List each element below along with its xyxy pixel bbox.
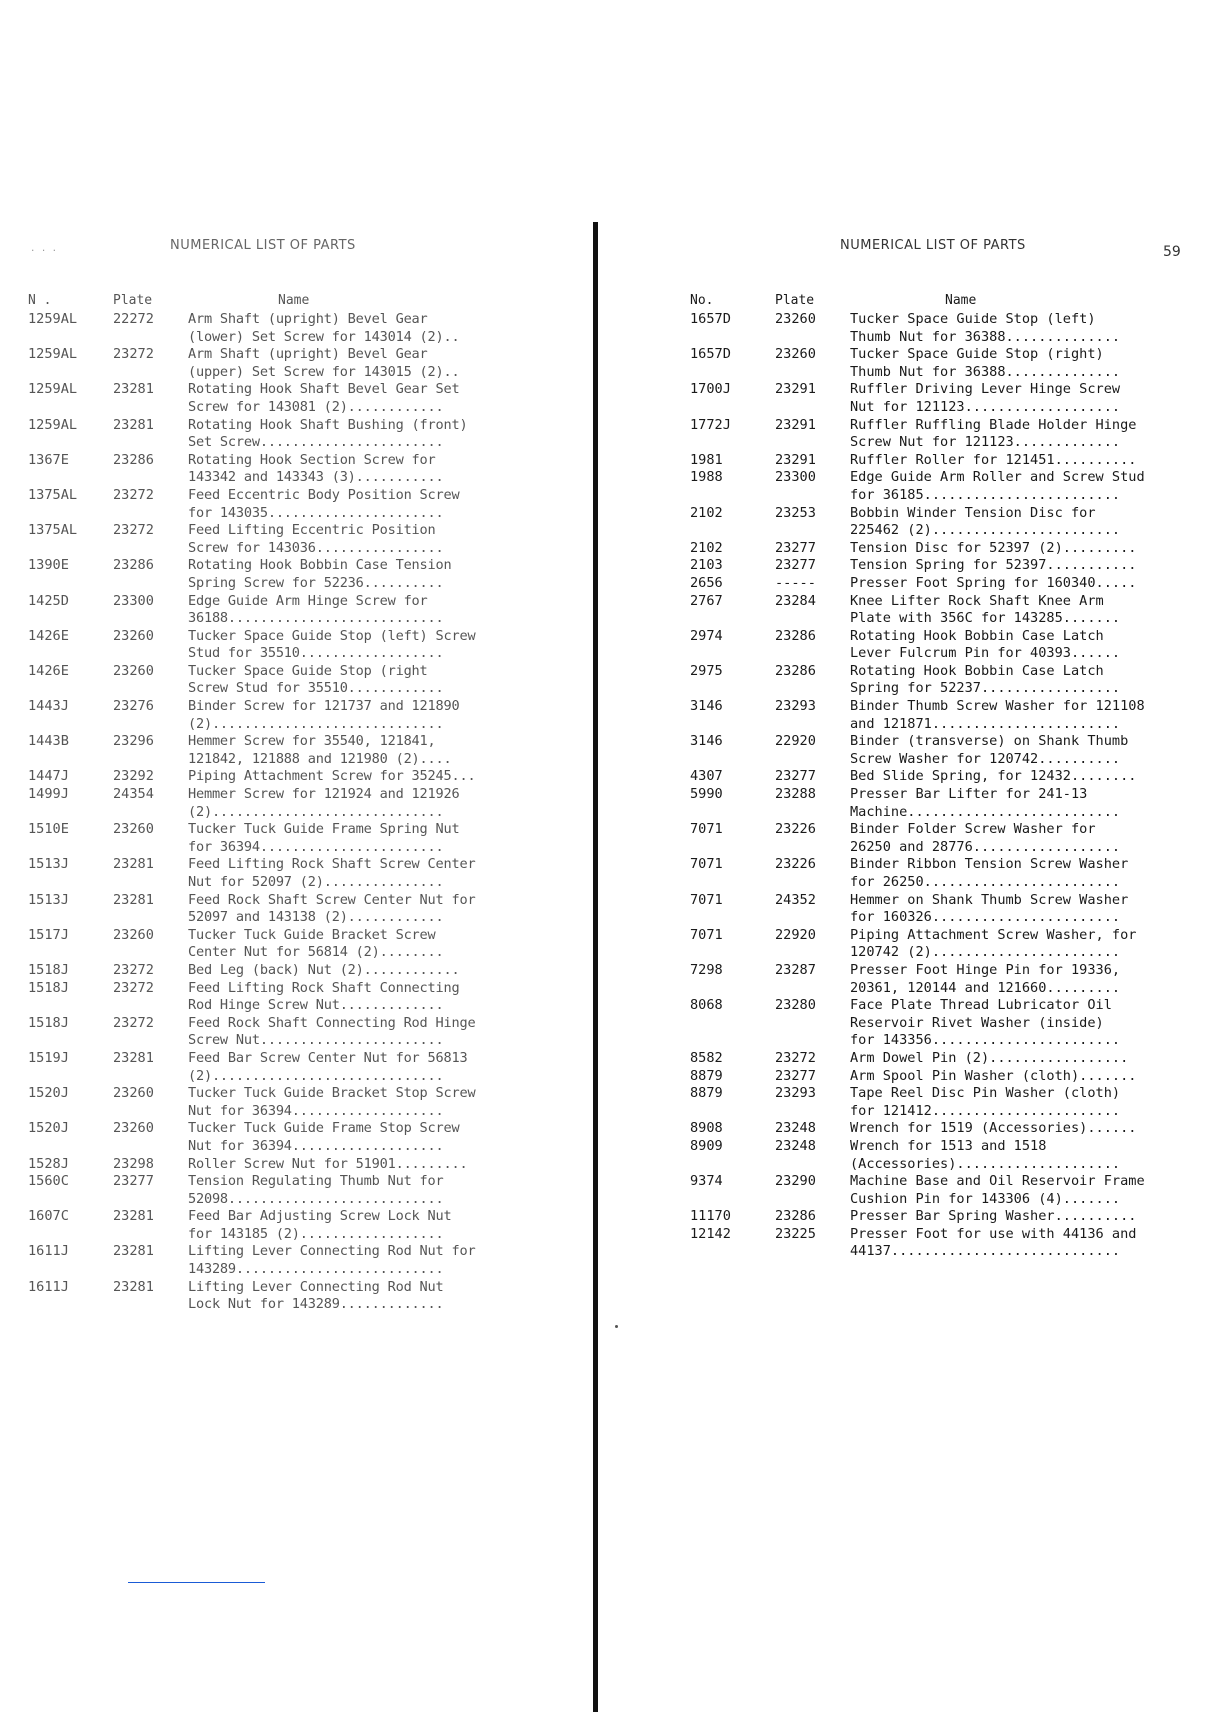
part-name: Lifting Lever Connecting Rod Nut Lock Nut for 143289.............: [188, 1278, 444, 1313]
part-number: 1518J: [28, 979, 69, 996]
part-name: Machine Base and Oil Reservoir Frame Cushion Pin for 143306 (4).......: [850, 1173, 1145, 1207]
part-name: Arm Shaft (upright) Bevel Gear (upper) Set Screw for 143015 (2)..: [188, 346, 460, 380]
part-entry: [28, 786, 548, 821]
part-name: Tension Spring for 52397...........: [850, 557, 1137, 574]
plate-number: 23260: [113, 821, 154, 838]
part-name: Rotating Hook Bobbin Case Latch Lever Fulcrum Pin for 40393......: [850, 627, 1121, 662]
part-entry: [28, 452, 548, 487]
plate-number: 23272: [775, 1049, 816, 1066]
part-number: 1518J: [28, 1014, 69, 1031]
part-number: 7071: [690, 926, 723, 943]
part-entry: [690, 927, 1210, 962]
part-name: Binder Ribbon Tension Screw Washer for 26250........................: [850, 856, 1129, 890]
plate-number: 23248: [775, 1137, 816, 1154]
part-number: 1367E: [28, 451, 69, 468]
plate-number: 23298: [113, 1155, 154, 1172]
plate-number: 23284: [775, 592, 816, 609]
part-number: 8909: [690, 1137, 723, 1154]
plate-number: 23300: [113, 592, 154, 609]
plate-number: 23272: [113, 486, 154, 503]
plate-number: 22920: [775, 926, 816, 943]
part-number: 2102: [690, 539, 723, 556]
plate-number: 23286: [775, 1208, 816, 1225]
name-column-heading: Name: [278, 293, 310, 308]
plate-number: 23287: [775, 961, 816, 978]
part-number: 1772J: [690, 416, 731, 433]
part-entry: [690, 417, 1210, 452]
part-number: 1259AL: [28, 311, 78, 327]
plate-number: 23281: [113, 856, 154, 873]
part-entry: [690, 381, 1210, 416]
part-name: Arm Dowel Pin (2).................: [850, 1049, 1129, 1066]
part-entry: [690, 856, 1210, 891]
part-number: 7071: [690, 821, 723, 838]
plate-number: 23281: [113, 1243, 154, 1260]
plate-number: 23293: [775, 1085, 816, 1102]
part-name: Feed Lifting Eccentric Position Screw for 143036................: [188, 522, 444, 556]
part-number: 1519J: [28, 1049, 69, 1066]
part-entry: [690, 892, 1210, 927]
part-entry: [28, 821, 548, 856]
part-number: 8068: [690, 997, 723, 1014]
part-number: 1259AL: [28, 346, 78, 363]
name-column-heading: Name: [945, 293, 977, 308]
part-number: 1988: [690, 469, 723, 486]
part-name: Arm Shaft (upright) Bevel Gear (lower) Set Screw for 143014 (2)..: [188, 311, 460, 345]
part-entry: [690, 1226, 1210, 1261]
part-name: Wrench for 1519 (Accessories)......: [850, 1120, 1137, 1137]
plate-number: 23291: [775, 451, 816, 468]
part-entry: [28, 1085, 548, 1120]
part-entry: [28, 381, 548, 416]
part-name: Presser Bar Spring Washer..........: [850, 1208, 1137, 1225]
part-name: Tucker Space Guide Stop (right) Thumb Nut for 36388..............: [850, 346, 1121, 380]
part-number: 1513J: [28, 891, 69, 908]
part-number: 12142: [690, 1225, 731, 1242]
plate-number: 23296: [113, 733, 154, 750]
part-name: Presser Foot for use with 44136 and 44137............................: [850, 1225, 1137, 1260]
right-page-header: NUMERICAL LIST OF PARTS: [840, 238, 1026, 253]
part-entry: [690, 786, 1210, 821]
plate-number: 23260: [775, 311, 816, 327]
part-entry: [690, 1050, 1210, 1068]
part-name: Bed Leg (back) Nut (2)............: [188, 961, 460, 978]
plate-number: 23272: [113, 979, 154, 996]
part-name: Feed Rock Shaft Screw Center Nut for 52097 and 143138 (2)............: [188, 891, 476, 926]
part-name: Tucker Tuck Guide Frame Stop Screw Nut for 36394...................: [188, 1120, 460, 1154]
part-entry: [690, 1173, 1210, 1208]
plate-number: 23260: [113, 1085, 154, 1102]
part-name: Tension Disc for 52397 (2).........: [850, 539, 1137, 556]
part-number: 1390E: [28, 557, 69, 574]
left-page-number: . . .: [30, 244, 58, 254]
part-entry: [690, 962, 1210, 997]
part-name: Presser Foot Spring for 160340.....: [850, 574, 1137, 591]
part-entry: [28, 768, 548, 786]
part-name: Binder Folder Screw Washer for 26250 and 28776..................: [850, 821, 1121, 855]
spine-margin-text: [580, 250, 588, 400]
part-number: 1611J: [28, 1243, 69, 1260]
part-number: 2974: [690, 627, 723, 644]
part-entry: [28, 628, 548, 663]
plate-number: 23276: [113, 698, 154, 715]
part-entry: [28, 927, 548, 962]
part-name: Ruffler Ruffling Blade Holder Hinge Screw Nut for 121123.............: [850, 416, 1137, 451]
part-entry: [28, 1015, 548, 1050]
part-number: 1560C: [28, 1173, 69, 1190]
part-name: Ruffler Roller for 121451..........: [850, 451, 1137, 468]
part-number: 7298: [690, 961, 723, 978]
part-number: 1981: [690, 451, 723, 468]
part-number: 2767: [690, 592, 723, 609]
part-name: Lifting Lever Connecting Rod Nut for 143289..........................: [188, 1243, 476, 1278]
part-name: Feed Lifting Rock Shaft Connecting Rod Hinge Screw Nut.............: [188, 979, 460, 1014]
part-number: 1528J: [28, 1155, 69, 1172]
part-number: 7071: [690, 856, 723, 873]
plate-number: 24352: [775, 891, 816, 908]
part-entry: [28, 698, 548, 733]
plate-number: 23226: [775, 856, 816, 873]
part-entry: [690, 997, 1210, 1050]
part-name: Hemmer Screw for 121924 and 121926 (2).............................: [188, 786, 460, 820]
plate-number: 23290: [775, 1173, 816, 1190]
part-entry: [28, 1156, 548, 1174]
part-name: Presser Foot Hinge Pin for 19336, 20361, 120144 and 121660.........: [850, 961, 1121, 996]
part-entry: [690, 505, 1210, 540]
part-number: 1517J: [28, 926, 69, 943]
part-name: Knee Lifter Rock Shaft Knee Arm Plate with 356C for 143285.......: [850, 592, 1121, 627]
part-name: Binder Thumb Screw Washer for 121108 and 121871.......................: [850, 698, 1145, 732]
part-name: Wrench for 1513 and 1518 (Accessories)....................: [850, 1137, 1121, 1172]
part-number: 8879: [690, 1067, 723, 1084]
part-name: Tucker Space Guide Stop (right Screw Stud for 35510............: [188, 662, 444, 697]
part-entry: [690, 540, 1210, 558]
plate-number: 23292: [113, 768, 154, 785]
plate-number: 23272: [113, 961, 154, 978]
part-number: 1499J: [28, 786, 69, 803]
plate-number: 22272: [113, 311, 154, 327]
no-column-heading: No.: [690, 293, 714, 308]
plate-number: 23286: [113, 557, 154, 574]
part-entry: [690, 698, 1210, 733]
part-entry: [28, 1279, 548, 1314]
plate-number: 23260: [113, 926, 154, 943]
plate-number: 22920: [775, 733, 816, 750]
plate-column-heading: Plate: [113, 293, 153, 308]
plate-number: 23225: [775, 1225, 816, 1242]
part-name: Tape Reel Disc Pin Washer (cloth) for 121412.......................: [850, 1085, 1121, 1119]
part-entry: [28, 593, 548, 628]
plate-number: 23253: [775, 504, 816, 521]
part-name: Edge Guide Arm Roller and Screw Stud for 36185........................: [850, 469, 1145, 503]
part-entry: [28, 962, 548, 980]
part-number: 8879: [690, 1085, 723, 1102]
part-name: Tucker Tuck Guide Bracket Stop Screw Nut for 36394...................: [188, 1085, 476, 1119]
plate-number: 23288: [775, 786, 816, 803]
blue-rule-line: [128, 1582, 265, 1583]
page-number: 59: [1163, 244, 1181, 260]
part-entry: [690, 768, 1210, 786]
part-number: 3146: [690, 698, 723, 715]
part-name: Feed Lifting Rock Shaft Screw Center Nut for 52097 (2)...............: [188, 856, 476, 890]
part-number: 1510E: [28, 821, 69, 838]
part-entry: [690, 1120, 1210, 1138]
part-entry: [28, 1120, 548, 1155]
part-number: 1375AL: [28, 522, 78, 539]
plate-number: 23260: [113, 662, 154, 679]
part-name: Piping Attachment Screw Washer, for 120742 (2).......................: [850, 926, 1137, 961]
part-number: 1443J: [28, 698, 69, 715]
part-number: 1426E: [28, 627, 69, 644]
part-name: Feed Bar Screw Center Nut for 56813 (2).............................: [188, 1049, 468, 1084]
plate-number: 23281: [113, 1278, 154, 1295]
plate-number: 23260: [113, 1120, 154, 1137]
plate-number: 23272: [113, 346, 154, 363]
part-number: 1657D: [690, 311, 731, 327]
part-number: 2102: [690, 504, 723, 521]
part-name: Tension Regulating Thumb Nut for 52098...........................: [188, 1173, 444, 1207]
plate-number: 23280: [775, 997, 816, 1014]
part-number: 1443B: [28, 733, 69, 750]
plate-number: 23281: [113, 1049, 154, 1066]
part-entry: [28, 487, 548, 522]
part-name: Arm Spool Pin Washer (cloth).......: [850, 1067, 1137, 1084]
part-entry: [690, 311, 1210, 346]
plate-number: 23277: [775, 539, 816, 556]
part-name: Edge Guide Arm Hinge Screw for 36188...........................: [188, 592, 444, 627]
part-name: Presser Bar Lifter for 241-13 Machine..........................: [850, 786, 1121, 820]
part-number: 4307: [690, 768, 723, 785]
part-name: Ruffler Driving Lever Hinge Screw Nut for 121123...................: [850, 381, 1121, 415]
part-number: 2656: [690, 574, 723, 591]
part-entry: [28, 892, 548, 927]
plate-number: 23281: [113, 381, 154, 398]
part-name: Binder Screw for 121737 and 121890 (2).............................: [188, 698, 460, 732]
plate-number: 23272: [113, 1014, 154, 1031]
part-name: Rotating Hook Section Screw for 143342 and 143343 (3)...........: [188, 451, 444, 486]
plate-number: 24354: [113, 786, 154, 803]
right-column-headings: [690, 293, 1210, 311]
part-number: 1518J: [28, 961, 69, 978]
plate-column-heading: Plate: [775, 293, 815, 308]
part-number: 1520J: [28, 1085, 69, 1102]
part-number: 2975: [690, 662, 723, 679]
part-entry: [28, 856, 548, 891]
plate-number: 23286: [775, 627, 816, 644]
part-name: Feed Rock Shaft Connecting Rod Hinge Screw Nut.......................: [188, 1014, 476, 1049]
part-number: 1375AL: [28, 486, 78, 503]
part-entry: [690, 575, 1210, 593]
left-entries: [28, 311, 548, 1314]
part-number: 5990: [690, 786, 723, 803]
part-name: Bed Slide Spring, for 12432........: [850, 768, 1137, 785]
part-entry: [690, 733, 1210, 768]
part-number: 1426E: [28, 662, 69, 679]
part-number: 7071: [690, 891, 723, 908]
plate-number: 23226: [775, 821, 816, 838]
part-entry: [690, 557, 1210, 575]
part-name: Binder (transverse) on Shank Thumb Screw Washer for 120742..........: [850, 733, 1129, 767]
part-name: Hemmer Screw for 35540, 121841, 121842, 121888 and 121980 (2)....: [188, 733, 452, 767]
plate-number: 23277: [775, 1067, 816, 1084]
part-entry: [690, 1068, 1210, 1086]
part-entry: [28, 663, 548, 698]
plate-number: 23286: [113, 451, 154, 468]
plate-number: 23277: [113, 1173, 154, 1190]
part-name: Feed Eccentric Body Position Screw for 143035......................: [188, 486, 460, 521]
plate-number: 23286: [775, 662, 816, 679]
part-number: 1607C: [28, 1208, 69, 1225]
part-name: Piping Attachment Screw for 35245...: [188, 768, 476, 785]
plate-number: -----: [775, 574, 816, 591]
part-name: Tucker Tuck Guide Frame Spring Nut for 36394.......................: [188, 821, 460, 855]
part-entry: [690, 469, 1210, 504]
left-parts-list: [28, 293, 548, 1314]
part-name: Rotating Hook Shaft Bevel Gear Set Screw for 143081 (2)............: [188, 381, 460, 415]
stray-mark: [615, 1325, 618, 1328]
part-entry: [28, 417, 548, 452]
left-column-headings: [28, 293, 548, 311]
part-name: Hemmer on Shank Thumb Screw Washer for 160326.......................: [850, 891, 1129, 926]
part-number: 1700J: [690, 381, 731, 398]
part-entry: [28, 1208, 548, 1243]
part-number: 1611J: [28, 1278, 69, 1295]
part-entry: [28, 346, 548, 381]
part-entry: [690, 821, 1210, 856]
part-number: 3146: [690, 733, 723, 750]
part-number: 2103: [690, 557, 723, 574]
plate-number: 23281: [113, 891, 154, 908]
part-name: Rotating Hook Bobbin Case Latch Spring for 52237.................: [850, 662, 1121, 697]
part-name: Rotating Hook Bobbin Case Tension Spring Screw for 52236..........: [188, 557, 452, 591]
part-number: 8582: [690, 1049, 723, 1066]
plate-number: 23281: [113, 1208, 154, 1225]
part-entry: [690, 1085, 1210, 1120]
part-entry: [690, 1138, 1210, 1173]
part-name: Rotating Hook Shaft Bushing (front) Set Screw.......................: [188, 416, 468, 451]
part-name: Tucker Space Guide Stop (left) Screw Stud for 35510..................: [188, 627, 476, 662]
part-name: Face Plate Thread Lubricator Oil Reservoir Rivet Washer (inside) for 143356.......................: [850, 997, 1121, 1049]
part-entry: [28, 980, 548, 1015]
part-number: 8908: [690, 1120, 723, 1137]
part-entry: [28, 1173, 548, 1208]
part-entry: [690, 346, 1210, 381]
plate-number: 23281: [113, 416, 154, 433]
plate-number: 23277: [775, 557, 816, 574]
plate-number: 23248: [775, 1120, 816, 1137]
part-entry: [28, 1243, 548, 1278]
part-entry: [28, 522, 548, 557]
part-entry: [690, 452, 1210, 470]
part-name: Tucker Space Guide Stop (left) Thumb Nut for 36388..............: [850, 311, 1121, 345]
part-name: Feed Bar Adjusting Screw Lock Nut for 143185 (2)..................: [188, 1208, 452, 1242]
part-number: 1657D: [690, 346, 731, 363]
plate-number: 23291: [775, 416, 816, 433]
part-number: 9374: [690, 1173, 723, 1190]
part-number: 11170: [690, 1208, 731, 1225]
part-entry: [690, 593, 1210, 628]
part-name: Tucker Tuck Guide Bracket Screw Center Nut for 56814 (2)........: [188, 926, 444, 961]
plate-number: 23272: [113, 522, 154, 539]
plate-number: 23260: [775, 346, 816, 363]
book-spine-divider: [593, 222, 598, 1712]
plate-number: 23291: [775, 381, 816, 398]
part-entry: [28, 1050, 548, 1085]
right-parts-list: [690, 293, 1210, 1261]
left-page-header: NUMERICAL LIST OF PARTS: [170, 238, 356, 253]
right-entries: [690, 311, 1210, 1261]
plate-number: 23277: [775, 768, 816, 785]
plate-number: 23293: [775, 698, 816, 715]
plate-number: 23260: [113, 627, 154, 644]
part-number: 1447J: [28, 768, 69, 785]
part-number: 1425D: [28, 592, 69, 609]
part-entry: [28, 733, 548, 768]
part-number: 1520J: [28, 1120, 69, 1137]
part-entry: [690, 663, 1210, 698]
plate-number: 23300: [775, 469, 816, 486]
part-entry: [28, 557, 548, 592]
part-entry: [690, 1208, 1210, 1226]
part-entry: [690, 628, 1210, 663]
part-number: 1259AL: [28, 416, 78, 433]
part-number: 1259AL: [28, 381, 78, 398]
part-name: Roller Screw Nut for 51901.........: [188, 1155, 468, 1172]
part-entry: [28, 311, 548, 346]
no-column-heading: N .: [28, 293, 52, 308]
part-number: 1513J: [28, 856, 69, 873]
part-name: Bobbin Winder Tension Disc for 225462 (2).......................: [850, 504, 1121, 539]
